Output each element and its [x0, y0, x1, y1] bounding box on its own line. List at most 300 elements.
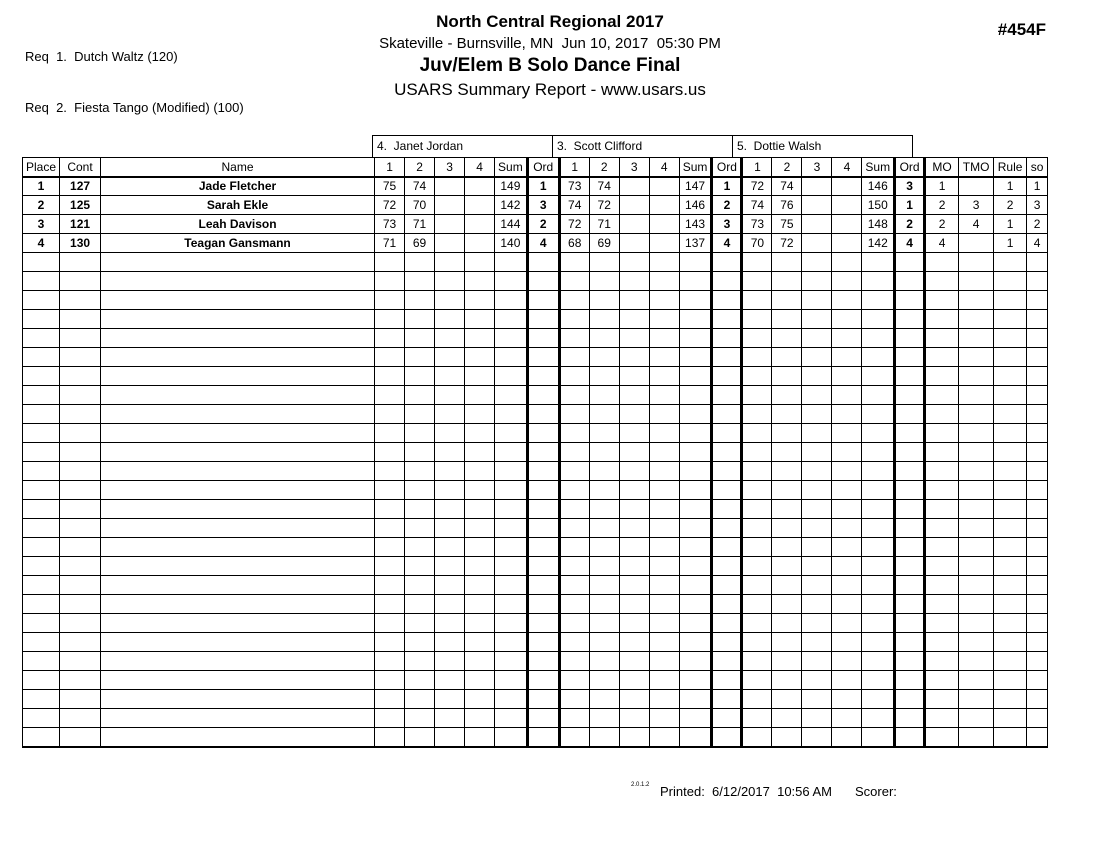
sum-cell	[679, 519, 712, 538]
ord-cell	[527, 538, 559, 557]
score-cell	[559, 633, 589, 652]
score-cell	[405, 614, 435, 633]
sum-cell	[679, 253, 712, 272]
ord-cell: 4	[527, 234, 559, 253]
so-cell	[1027, 576, 1048, 595]
name-cell	[101, 728, 375, 747]
sum-cell	[495, 424, 528, 443]
so-cell	[1027, 291, 1048, 310]
score-cell	[742, 348, 772, 367]
ord-cell	[527, 614, 559, 633]
rule-cell	[994, 652, 1027, 671]
score-cell	[405, 424, 435, 443]
score-cell	[832, 595, 862, 614]
tmo-cell	[959, 386, 994, 405]
rule-cell	[994, 519, 1027, 538]
cont-cell	[60, 633, 101, 652]
sum-cell	[495, 595, 528, 614]
ord-cell	[895, 443, 925, 462]
empty-row	[23, 595, 1048, 614]
score-cell	[405, 728, 435, 747]
score-cell	[375, 614, 405, 633]
score-cell	[619, 272, 649, 291]
sum-cell	[862, 462, 895, 481]
score-col-header: 3	[435, 158, 465, 177]
sum-cell	[679, 386, 712, 405]
tmo-cell	[959, 500, 994, 519]
cont-cell	[60, 291, 101, 310]
score-cell	[619, 348, 649, 367]
mo-cell	[925, 424, 959, 443]
cont-cell	[60, 253, 101, 272]
score-cell	[465, 671, 495, 690]
mo-cell	[925, 367, 959, 386]
score-cell	[619, 177, 649, 196]
name-cell: Jade Fletcher	[101, 177, 375, 196]
score-cell	[465, 538, 495, 557]
score-cell	[832, 728, 862, 747]
score-cell	[435, 557, 465, 576]
score-cell	[742, 709, 772, 728]
column-header-row	[23, 158, 1048, 177]
score-cell	[435, 728, 465, 747]
sum-cell	[495, 462, 528, 481]
cont-cell	[60, 709, 101, 728]
ord-cell	[712, 671, 742, 690]
score-cell	[435, 291, 465, 310]
score-cell	[802, 196, 832, 215]
score-cell	[465, 652, 495, 671]
score-cell	[649, 177, 679, 196]
score-cell	[802, 709, 832, 728]
score-cell	[772, 405, 802, 424]
cont-cell	[60, 386, 101, 405]
tmo-cell	[959, 253, 994, 272]
score-cell	[435, 652, 465, 671]
ord-cell	[527, 462, 559, 481]
score-cell	[435, 443, 465, 462]
score-cell	[832, 500, 862, 519]
requirement-line-1: Req 1. Dutch Waltz (120)	[25, 49, 178, 64]
so-cell	[1027, 690, 1048, 709]
score-cell	[649, 424, 679, 443]
sum-cell	[862, 481, 895, 500]
score-cell	[649, 728, 679, 747]
sum-cell	[495, 329, 528, 348]
sum-header: Sum	[862, 158, 895, 177]
empty-row	[23, 709, 1048, 728]
event-number: #454F	[997, 20, 1046, 39]
score-cell	[832, 519, 862, 538]
ord-cell: 3	[895, 177, 925, 196]
so-cell	[1027, 443, 1048, 462]
score-cell	[802, 234, 832, 253]
so-cell: 1	[1027, 177, 1048, 196]
score-cell	[589, 633, 619, 652]
so-cell	[1027, 424, 1048, 443]
empty-row	[23, 424, 1048, 443]
score-cell	[742, 329, 772, 348]
score-cell	[559, 519, 589, 538]
score-cell	[772, 481, 802, 500]
ord-cell	[895, 538, 925, 557]
place-cell: 4	[23, 234, 60, 253]
score-cell	[435, 690, 465, 709]
ord-cell	[527, 348, 559, 367]
cont-cell	[60, 348, 101, 367]
score-cell	[465, 234, 495, 253]
place-cell	[23, 671, 60, 690]
sum-cell	[495, 386, 528, 405]
sum-cell	[679, 348, 712, 367]
sum-cell: 146	[862, 177, 895, 196]
result-row	[23, 196, 1048, 215]
score-cell	[435, 348, 465, 367]
tmo-cell	[959, 310, 994, 329]
score-cell	[589, 348, 619, 367]
ord-cell	[895, 652, 925, 671]
score-cell	[465, 633, 495, 652]
mo-cell	[925, 652, 959, 671]
sum-cell	[862, 291, 895, 310]
name-cell	[101, 557, 375, 576]
rule-cell: 1	[994, 234, 1027, 253]
score-cell	[619, 633, 649, 652]
sum-cell: 142	[862, 234, 895, 253]
event-title: Juv/Elem B Solo Dance Final	[419, 55, 681, 76]
score-cell	[375, 386, 405, 405]
tmo-cell	[959, 348, 994, 367]
place-cell	[23, 595, 60, 614]
score-cell	[465, 519, 495, 538]
score-cell	[649, 462, 679, 481]
score-cell: 71	[405, 215, 435, 234]
name-cell	[101, 386, 375, 405]
score-cell	[375, 272, 405, 291]
sum-cell	[495, 500, 528, 519]
score-cell	[465, 348, 495, 367]
ord-cell	[895, 272, 925, 291]
ord-cell	[712, 728, 742, 747]
score-cell	[589, 690, 619, 709]
mo-cell: 1	[925, 177, 959, 196]
so-cell	[1027, 272, 1048, 291]
score-cell	[802, 652, 832, 671]
mo-cell	[925, 272, 959, 291]
score-cell: 74	[589, 177, 619, 196]
score-cell	[559, 367, 589, 386]
score-cell	[375, 253, 405, 272]
score-cell: 73	[559, 177, 589, 196]
sum-cell	[679, 709, 712, 728]
rule-cell	[994, 329, 1027, 348]
score-cell	[802, 215, 832, 234]
score-cell	[465, 424, 495, 443]
score-cell	[832, 671, 862, 690]
place-cell	[23, 481, 60, 500]
score-cell	[832, 424, 862, 443]
ord-cell: 4	[895, 234, 925, 253]
score-cell	[589, 405, 619, 424]
score-cell	[435, 272, 465, 291]
ord-cell	[895, 348, 925, 367]
name-cell	[101, 348, 375, 367]
score-cell	[589, 557, 619, 576]
tmo-cell	[959, 652, 994, 671]
score-cell	[772, 291, 802, 310]
so-cell	[1027, 595, 1048, 614]
sum-cell	[862, 253, 895, 272]
rule-cell	[994, 500, 1027, 519]
score-cell	[405, 652, 435, 671]
empty-row	[23, 348, 1048, 367]
score-cell	[465, 386, 495, 405]
score-cell	[802, 462, 832, 481]
so-cell	[1027, 405, 1048, 424]
so-cell	[1027, 633, 1048, 652]
cont-cell	[60, 272, 101, 291]
score-cell	[559, 272, 589, 291]
sum-cell	[495, 310, 528, 329]
score-cell	[375, 519, 405, 538]
ord-cell	[712, 538, 742, 557]
score-cell	[435, 595, 465, 614]
score-cell	[465, 443, 495, 462]
score-cell	[619, 424, 649, 443]
name-cell	[101, 443, 375, 462]
ord-cell	[712, 500, 742, 519]
ord-cell	[712, 481, 742, 500]
ord-cell	[527, 709, 559, 728]
so-cell: 4	[1027, 234, 1048, 253]
score-cell	[435, 424, 465, 443]
rule-cell	[994, 291, 1027, 310]
sum-cell	[495, 367, 528, 386]
cont-cell	[60, 671, 101, 690]
score-cell	[405, 272, 435, 291]
place-cell	[23, 310, 60, 329]
score-cell	[559, 462, 589, 481]
score-cell	[559, 709, 589, 728]
score-cell	[465, 215, 495, 234]
tmo-cell: 4	[959, 215, 994, 234]
ord-cell: 2	[895, 215, 925, 234]
score-cell: 69	[405, 234, 435, 253]
ord-cell	[712, 348, 742, 367]
mo-cell	[925, 595, 959, 614]
sum-cell	[862, 405, 895, 424]
place-cell	[23, 367, 60, 386]
score-cell	[802, 348, 832, 367]
score-cell	[832, 576, 862, 595]
score-cell: 74	[559, 196, 589, 215]
score-cell	[742, 272, 772, 291]
score-cell	[589, 481, 619, 500]
score-cell: 75	[375, 177, 405, 196]
ord-cell	[895, 519, 925, 538]
score-cell	[435, 538, 465, 557]
ord-cell	[895, 576, 925, 595]
place-cell	[23, 557, 60, 576]
sum-cell	[679, 291, 712, 310]
score-cell	[559, 310, 589, 329]
score-cell	[465, 595, 495, 614]
score-cell	[435, 633, 465, 652]
score-cell	[589, 443, 619, 462]
sum-cell: 150	[862, 196, 895, 215]
place-cell	[23, 405, 60, 424]
score-cell	[619, 652, 649, 671]
mo-cell	[925, 329, 959, 348]
place-cell	[23, 690, 60, 709]
score-cell	[559, 595, 589, 614]
place-cell	[23, 728, 60, 747]
tmo-cell	[959, 367, 994, 386]
so-cell	[1027, 329, 1048, 348]
name-cell	[101, 291, 375, 310]
mo-cell: 2	[925, 196, 959, 215]
ord-cell	[527, 671, 559, 690]
score-cell	[772, 728, 802, 747]
tmo-cell	[959, 633, 994, 652]
score-cell	[619, 500, 649, 519]
score-cell	[742, 728, 772, 747]
name-cell	[101, 481, 375, 500]
score-cell	[619, 215, 649, 234]
score-cell	[375, 310, 405, 329]
score-cell	[832, 253, 862, 272]
sum-cell	[862, 424, 895, 443]
name-cell	[101, 462, 375, 481]
score-cell	[832, 405, 862, 424]
score-cell	[742, 291, 772, 310]
cont-cell	[60, 405, 101, 424]
score-cell	[435, 709, 465, 728]
score-cell	[465, 253, 495, 272]
score-cell: 72	[742, 177, 772, 196]
name-cell	[101, 253, 375, 272]
place-cell	[23, 253, 60, 272]
score-cell	[559, 291, 589, 310]
judge-header-3: 5. Dottie Walsh	[732, 135, 913, 158]
score-cell	[772, 424, 802, 443]
ord-cell	[527, 557, 559, 576]
rule-cell	[994, 538, 1027, 557]
score-cell	[802, 481, 832, 500]
rule-cell	[994, 405, 1027, 424]
so-cell	[1027, 386, 1048, 405]
cont-header: Cont	[60, 158, 101, 177]
ord-cell	[712, 367, 742, 386]
mo-header: MO	[925, 158, 959, 177]
score-cell	[772, 538, 802, 557]
score-cell	[802, 690, 832, 709]
so-header: so	[1027, 158, 1048, 177]
ord-header: Ord	[712, 158, 742, 177]
score-cell	[649, 519, 679, 538]
sum-cell	[679, 424, 712, 443]
score-cell	[832, 614, 862, 633]
sum-cell	[495, 671, 528, 690]
score-cell	[619, 291, 649, 310]
ord-cell	[895, 633, 925, 652]
score-cell	[649, 481, 679, 500]
score-cell	[772, 671, 802, 690]
name-cell: Teagan Gansmann	[101, 234, 375, 253]
score-cell	[772, 519, 802, 538]
mo-cell	[925, 671, 959, 690]
score-cell	[802, 386, 832, 405]
name-cell: Leah Davison	[101, 215, 375, 234]
mo-cell	[925, 500, 959, 519]
empty-row	[23, 671, 1048, 690]
tmo-cell	[959, 595, 994, 614]
cont-cell	[60, 576, 101, 595]
report-type-line: USARS Summary Report - www.usars.us	[394, 80, 706, 99]
sum-cell	[862, 348, 895, 367]
score-cell	[559, 671, 589, 690]
cont-cell	[60, 443, 101, 462]
score-cell	[589, 386, 619, 405]
name-cell	[101, 538, 375, 557]
score-cell	[589, 367, 619, 386]
mo-cell	[925, 576, 959, 595]
score-cell	[465, 709, 495, 728]
sum-cell	[495, 348, 528, 367]
name-cell	[101, 310, 375, 329]
so-cell	[1027, 538, 1048, 557]
requirement-line-2: Req 2. Fiesta Tango (Modified) (100)	[25, 100, 244, 115]
score-cell	[375, 671, 405, 690]
score-cell	[649, 443, 679, 462]
mo-cell	[925, 690, 959, 709]
score-cell	[772, 500, 802, 519]
score-cell	[435, 234, 465, 253]
results-area	[22, 135, 1048, 748]
so-cell	[1027, 500, 1048, 519]
empty-row	[23, 481, 1048, 500]
score-cell	[649, 576, 679, 595]
score-cell	[589, 728, 619, 747]
score-cell	[619, 614, 649, 633]
mo-cell	[925, 443, 959, 462]
rule-cell	[994, 386, 1027, 405]
score-cell	[559, 348, 589, 367]
score-cell	[435, 481, 465, 500]
score-cell	[435, 500, 465, 519]
rule-cell	[994, 728, 1027, 747]
sum-cell	[862, 709, 895, 728]
ord-cell	[527, 595, 559, 614]
mo-cell	[925, 538, 959, 557]
score-cell	[375, 728, 405, 747]
ord-cell: 3	[712, 215, 742, 234]
ord-cell	[712, 652, 742, 671]
scorer-label: Scorer:	[855, 784, 897, 799]
score-cell	[742, 633, 772, 652]
sum-cell	[862, 386, 895, 405]
ord-cell	[712, 272, 742, 291]
place-cell	[23, 500, 60, 519]
rule-cell	[994, 272, 1027, 291]
score-cell	[649, 405, 679, 424]
rule-cell	[994, 367, 1027, 386]
score-cell	[772, 253, 802, 272]
score-cell	[465, 367, 495, 386]
ord-cell	[712, 443, 742, 462]
so-cell	[1027, 253, 1048, 272]
result-row	[23, 234, 1048, 253]
